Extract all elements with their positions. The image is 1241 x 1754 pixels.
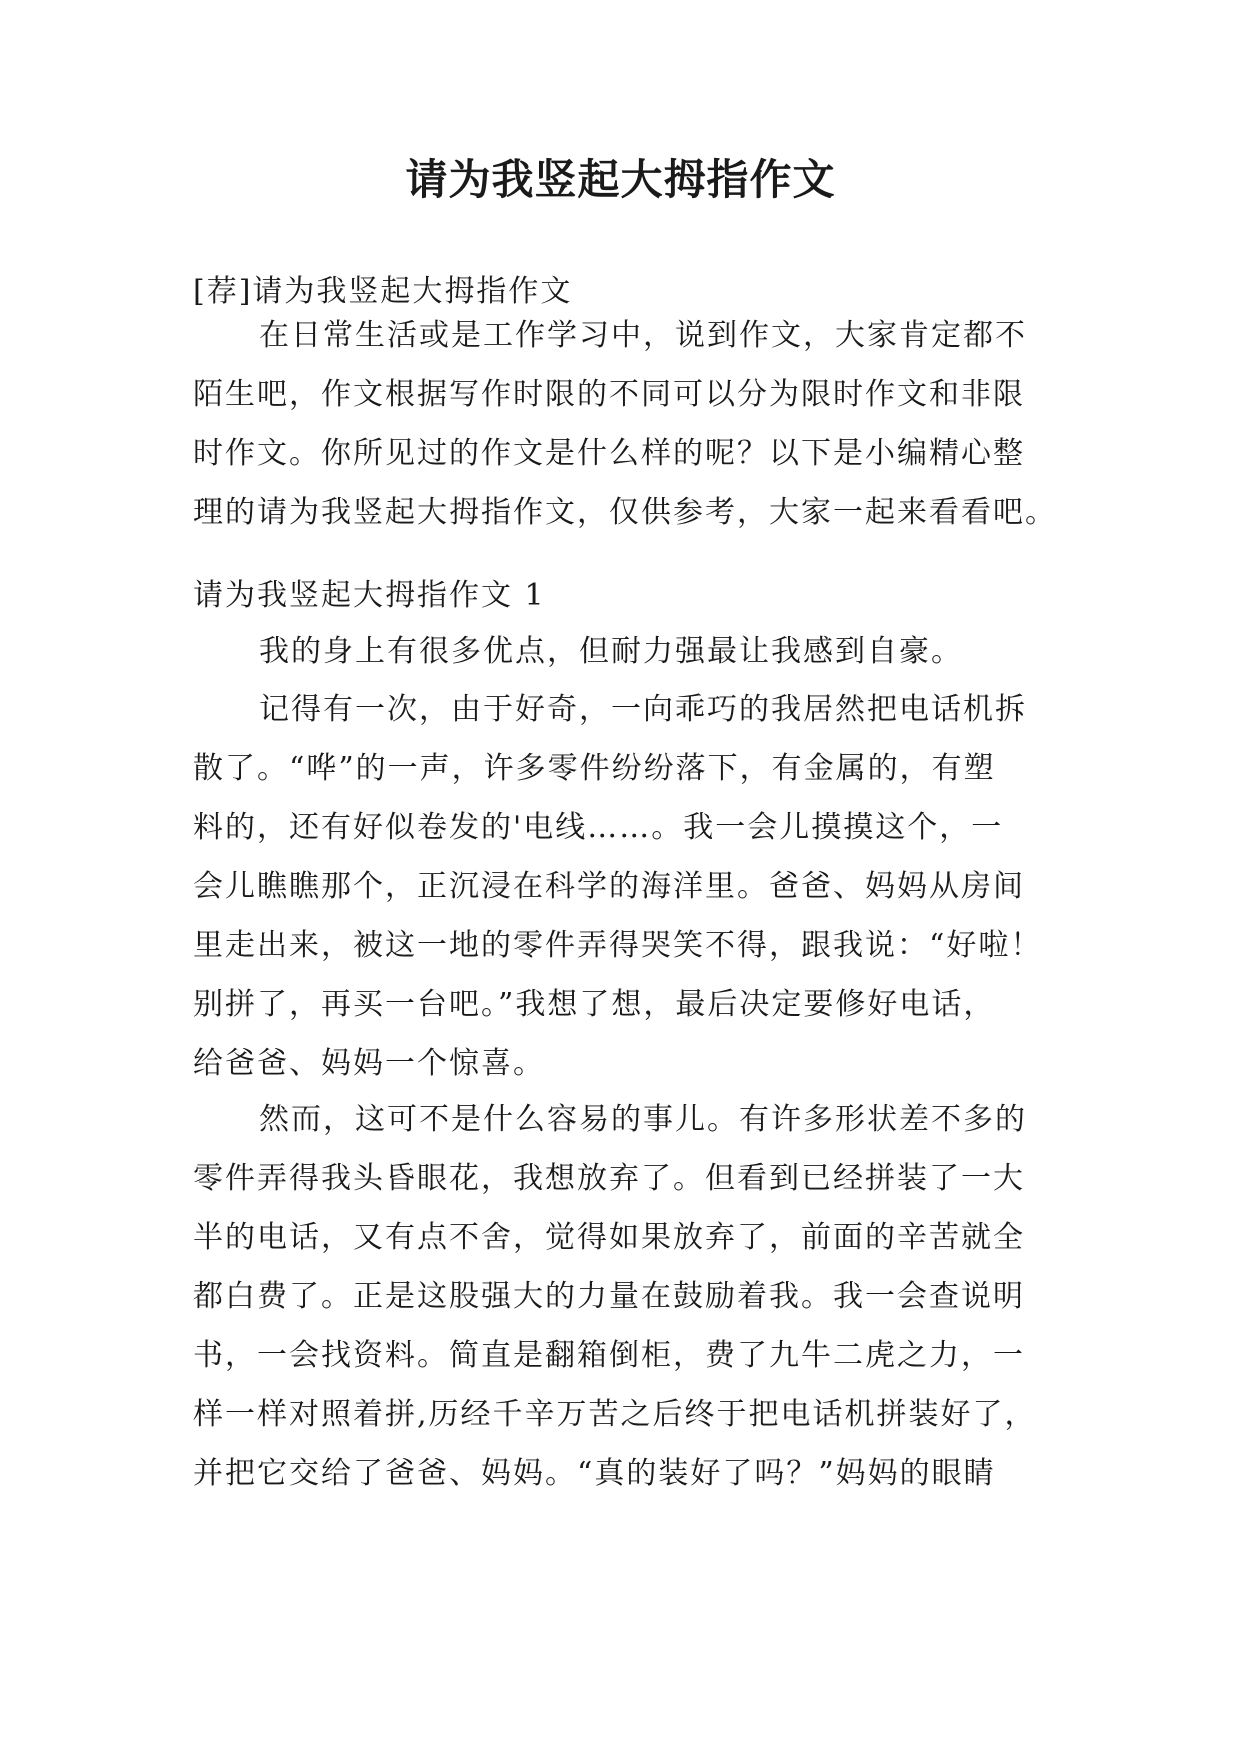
document-title: 请为我竖起大拇指作文 (405, 155, 836, 204)
intro-line: 时作文。你所见过的作文是什么样的呢？以下是小编精心整 (193, 436, 1025, 471)
paragraph-line: 然而，这可不是什么容易的事儿。有许多形状差不多的 (259, 1102, 1027, 1137)
section-heading: 请为我竖起大拇指作文 1 (193, 578, 546, 613)
paragraph-line: 零件弄得我头昏眼花，我想放弃了。但看到已经拼装了一大 (193, 1161, 1025, 1196)
paragraph-line: 都白费了。正是这股强大的力量在鼓励着我。我一会查说明 (193, 1279, 1025, 1314)
intro-line: 在日常生活或是工作学习中，说到作文，大家肯定都不 (259, 318, 1027, 353)
paragraph-line: 样一样对照着拼,历经千辛万苦之后终于把电话机拼装好了， (193, 1397, 1037, 1432)
paragraph-2 (193, 680, 1051, 1093)
paragraph-line: 记得有一次，由于好奇，一向乖巧的我居然把电话机拆 (259, 692, 1027, 727)
paragraph-line: 我的身上有很多优点，但耐力强最让我感到自豪。 (259, 634, 963, 669)
paragraph-line: 散了。“哗”的一声，许多零件纷纷落下，有金属的，有塑 (193, 751, 996, 786)
paragraph-line: 并把它交给了爸爸、妈妈。“真的装好了吗？”妈妈的眼睛 (193, 1456, 996, 1491)
paragraph-line: 料的，还有好似卷发的'电线……。我一会儿摸摸这个，一 (193, 810, 1004, 845)
paragraph-line: 半的电话，又有点不舍，觉得如果放弃了，前面的辛苦就全 (193, 1220, 1025, 1255)
paragraph-line: 别拼了，再买一台吧。”我想了想，最后决定要修好电话， (193, 987, 996, 1022)
paragraph-line: 书，一会找资料。简直是翻箱倒柜，费了九牛二虎之力，一 (193, 1338, 1025, 1373)
intro-line: 理的请为我竖起大拇指作文，仅供参考，大家一起来看看吧。 (193, 495, 1057, 530)
intro-line: 陌生吧，作文根据写作时限的不同可以分为限时作文和非限 (193, 377, 1025, 412)
intro-paragraph (193, 306, 1057, 542)
paragraph-line: 给爸爸、妈妈一个惊喜。 (193, 1046, 545, 1081)
paragraph-line: 会儿瞧瞧那个，正沉浸在科学的海洋里。爸爸、妈妈从房间 (193, 869, 1025, 904)
section-heading-block (193, 566, 1051, 625)
subtitle: [荐]请为我竖起大拇指作文 (193, 274, 573, 309)
paragraph-1 (193, 622, 1051, 681)
paragraph-3 (193, 1090, 1051, 1503)
paragraph-line: 里走出来，被这一地的零件弄得哭笑不得，跟我说：“好啦！ (193, 928, 1043, 963)
